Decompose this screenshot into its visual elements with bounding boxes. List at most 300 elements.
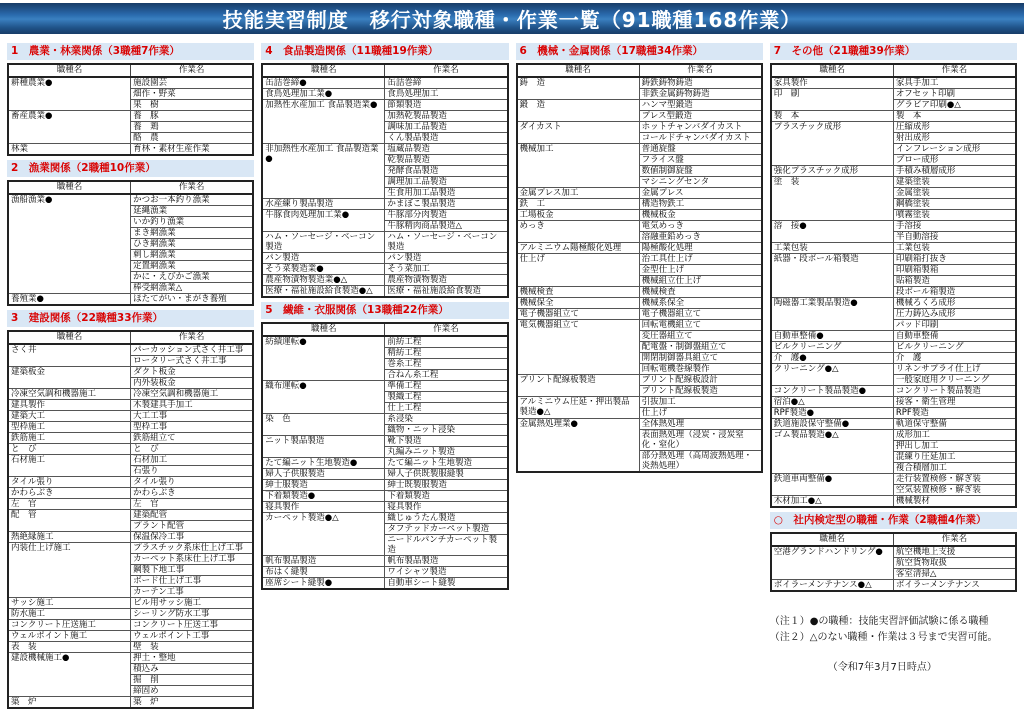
table-row bbox=[517, 397, 762, 408]
table-row bbox=[8, 488, 253, 499]
table-row bbox=[8, 367, 253, 378]
work-cell: 棒受網漁業△ bbox=[131, 283, 254, 294]
work-cell: 糸浸染 bbox=[385, 414, 508, 425]
work-cell: 製織工程 bbox=[385, 392, 508, 403]
occupation-cell: 婦人子供服製造 bbox=[262, 469, 385, 480]
table-row bbox=[771, 408, 1016, 419]
work-cell: 育林・素材生産作業 bbox=[131, 144, 254, 156]
work-cell: 乾製品製造 bbox=[385, 155, 508, 166]
work-cell: 牛豚精肉商品製造△ bbox=[385, 221, 508, 232]
occupation-cell: コンクリート製品製造● bbox=[771, 386, 894, 397]
work-cell: 電子機器組立て bbox=[639, 309, 762, 320]
work-cell: 前紡工程 bbox=[385, 336, 508, 348]
table-row bbox=[517, 221, 762, 232]
work-cell: 寝具製作 bbox=[385, 502, 508, 513]
work-cell: 引抜加工 bbox=[639, 397, 762, 408]
section-heading: 1 農業・林業関係（3職種7作業） bbox=[7, 43, 254, 60]
work-cell: 空気装置検修・解ぎ装 bbox=[893, 485, 1016, 496]
section-heading: 6 機械・金属関係（17職種34作業） bbox=[516, 43, 763, 60]
table-row bbox=[771, 546, 1016, 558]
work-cell: 複合積層加工 bbox=[893, 463, 1016, 474]
work-cell: かに・えびかご漁業 bbox=[131, 272, 254, 283]
table-header-row bbox=[771, 533, 1016, 546]
occupation-cell: 防水施工 bbox=[8, 609, 131, 620]
section-6 bbox=[516, 43, 763, 473]
occupation-cell: 耕種農業● bbox=[8, 77, 131, 111]
occupation-cell: 加熱性水産加工 食品製造業● bbox=[262, 100, 385, 144]
work-cell: 鋼橋塗装 bbox=[893, 199, 1016, 210]
table-row bbox=[262, 210, 507, 221]
occupation-cell: と び bbox=[8, 444, 131, 455]
occupation-cell: 紡績運転● bbox=[262, 336, 385, 381]
work-cell: 手積み積層成形 bbox=[893, 166, 1016, 177]
work-cell: 介 護 bbox=[893, 353, 1016, 364]
occupation-cell: たて編ニット生地製造● bbox=[262, 458, 385, 469]
table-row bbox=[262, 264, 507, 275]
table-row bbox=[262, 275, 507, 286]
occupation-cell: 養殖業● bbox=[8, 294, 131, 306]
work-cell: 接客・衛生管理 bbox=[893, 397, 1016, 408]
work-cell: 築 炉 bbox=[131, 697, 254, 709]
occupation-cell: 建築大工 bbox=[8, 411, 131, 422]
work-cell: 鋼製下地工事 bbox=[131, 565, 254, 576]
table-row bbox=[771, 364, 1016, 375]
occupation-cell: 印 刷 bbox=[771, 89, 894, 111]
work-cell: 準備工程 bbox=[385, 381, 508, 392]
work-cell: 内外装板金 bbox=[131, 378, 254, 389]
notes-block bbox=[770, 614, 1017, 676]
table-row bbox=[262, 336, 507, 348]
table-row bbox=[517, 199, 762, 210]
work-cell: 電気めっき bbox=[639, 221, 762, 232]
work-cell: ニードルパンチカーペット製造 bbox=[385, 535, 508, 556]
table-row bbox=[517, 419, 762, 430]
work-cell: 畑作・野菜 bbox=[131, 89, 254, 100]
table-row bbox=[8, 609, 253, 620]
occupation-column-header: 職種名 bbox=[262, 64, 385, 77]
table-row bbox=[517, 243, 762, 254]
work-cell: まき網漁業 bbox=[131, 228, 254, 239]
section-5 bbox=[261, 302, 508, 590]
work-cell: インフレーション成形 bbox=[893, 144, 1016, 155]
work-cell: ワイシャツ製造 bbox=[385, 567, 508, 578]
work-cell: 押出し加工 bbox=[893, 441, 1016, 452]
work-cell: 機械ろくろ成形 bbox=[893, 298, 1016, 309]
work-cell: 圧力鋳込み成形 bbox=[893, 309, 1016, 320]
occupation-cell: 建設機械施工● bbox=[8, 653, 131, 697]
occupation-cell: 工業包装 bbox=[771, 243, 894, 254]
work-cell: 合ねん糸工程 bbox=[385, 370, 508, 381]
table-row bbox=[262, 513, 507, 524]
work-cell: フライス盤 bbox=[639, 155, 762, 166]
work-cell: 表面熱処理（浸炭・浸炭窒化・窒化） bbox=[639, 430, 762, 451]
occupation-cell: 機械保全 bbox=[517, 298, 640, 309]
occupation-table bbox=[770, 63, 1017, 508]
work-cell: パーカッション式さく井工事 bbox=[131, 344, 254, 356]
occupation-cell: 塗 装 bbox=[771, 177, 894, 221]
section-heading: 4 食品製造関係（11職種19作業） bbox=[261, 43, 508, 60]
work-cell: シーリング防水工事 bbox=[131, 609, 254, 620]
work-cell: 仕上工程 bbox=[385, 403, 508, 414]
work-cell: 織物・ニット浸染 bbox=[385, 425, 508, 436]
work-cell: 調味加工品製造 bbox=[385, 122, 508, 133]
work-cell: 自動車シート縫製 bbox=[385, 578, 508, 590]
table-row bbox=[8, 543, 253, 554]
occupation-cell: ハム・ソーセージ・ベーコン製造 bbox=[262, 232, 385, 253]
occupation-cell: 紙器・段ボール箱製造 bbox=[771, 254, 894, 298]
occupation-column-header: 職種名 bbox=[8, 181, 131, 194]
table-row bbox=[8, 598, 253, 609]
table-row bbox=[8, 499, 253, 510]
work-cell: 家具手加工 bbox=[893, 77, 1016, 89]
work-cell: 金属塗装 bbox=[893, 188, 1016, 199]
work-cell: 射出成形 bbox=[893, 133, 1016, 144]
section-heading: 2 漁業関係（2職種10作業） bbox=[7, 160, 254, 177]
table-row bbox=[517, 144, 762, 155]
table-row bbox=[262, 458, 507, 469]
occupation-cell: 鋳 造 bbox=[517, 77, 640, 100]
work-cell: 非鉄金属鋳物鋳造 bbox=[639, 89, 762, 100]
work-cell: ビル用サッシ施工 bbox=[131, 598, 254, 609]
occupation-cell: 医療・福祉施設給食製造●△ bbox=[262, 286, 385, 298]
table-row bbox=[771, 430, 1016, 441]
occupation-cell: 鉄道車両整備● bbox=[771, 474, 894, 496]
occupation-cell: 帆布製品製造 bbox=[262, 556, 385, 567]
table-row bbox=[8, 433, 253, 444]
work-column-header: 作業名 bbox=[131, 181, 254, 194]
occupation-column-header: 職種名 bbox=[8, 331, 131, 344]
occupation-cell: 鉄筋施工 bbox=[8, 433, 131, 444]
work-cell: 機械検査 bbox=[639, 287, 762, 298]
work-cell: ハンマ型鍛造 bbox=[639, 100, 762, 111]
occupation-cell: 座席シート縫製● bbox=[262, 578, 385, 590]
table-row bbox=[771, 89, 1016, 100]
date-note: （令和7年3月7日時点） bbox=[827, 662, 937, 673]
occupation-cell: プリント配線板製造 bbox=[517, 375, 640, 397]
table-row bbox=[262, 144, 507, 155]
work-cell: コールドチャンバダイカスト bbox=[639, 133, 762, 144]
occupation-cell: 牛豚食肉処理加工業● bbox=[262, 210, 385, 232]
table-row bbox=[262, 89, 507, 100]
table-row bbox=[517, 122, 762, 133]
work-cell: 機械系保全 bbox=[639, 298, 762, 309]
work-cell: 婦人子供既製服縫製 bbox=[385, 469, 508, 480]
table-header-row bbox=[8, 331, 253, 344]
work-cell: かまぼこ製品製造 bbox=[385, 199, 508, 210]
section-7 bbox=[770, 43, 1017, 508]
work-cell: 冷凍空気調和機器施工 bbox=[131, 389, 254, 400]
work-cell: 織じゅうたん製造 bbox=[385, 513, 508, 524]
work-cell: 圧縮成形 bbox=[893, 122, 1016, 133]
occupation-cell: 家具製作 bbox=[771, 77, 894, 89]
table-row bbox=[771, 122, 1016, 133]
work-cell: ひき網漁業 bbox=[131, 239, 254, 250]
work-cell: 軌道保守整備 bbox=[893, 419, 1016, 430]
work-cell: 帆布製品製造 bbox=[385, 556, 508, 567]
work-cell: 段ボール箱製造 bbox=[893, 287, 1016, 298]
work-cell: 航空機地上支援 bbox=[893, 546, 1016, 558]
occupation-cell: かわらぶき bbox=[8, 488, 131, 499]
section-1 bbox=[7, 43, 254, 156]
table-row bbox=[8, 510, 253, 521]
work-column-header: 作業名 bbox=[131, 64, 254, 77]
occupation-table bbox=[7, 63, 254, 156]
work-cell: 手溶接 bbox=[893, 221, 1016, 232]
occupation-cell: 建具製作 bbox=[8, 400, 131, 411]
table-row bbox=[771, 386, 1016, 397]
occupation-cell: 食鳥処理加工業● bbox=[262, 89, 385, 100]
work-cell: 混練り圧延加工 bbox=[893, 452, 1016, 463]
work-cell: 型枠工事 bbox=[131, 422, 254, 433]
work-column-header: 作業名 bbox=[131, 331, 254, 344]
occupation-cell: さく井 bbox=[8, 344, 131, 367]
work-cell: 精紡工程 bbox=[385, 348, 508, 359]
work-cell: 鉄筋組立て bbox=[131, 433, 254, 444]
column-3 bbox=[516, 39, 763, 475]
occupation-cell: タイル張り bbox=[8, 477, 131, 488]
table-row bbox=[771, 353, 1016, 364]
work-cell: 航空貨物取扱 bbox=[893, 558, 1016, 569]
table-row bbox=[771, 342, 1016, 353]
work-cell: コンクリート圧送工事 bbox=[131, 620, 254, 631]
work-cell: 自動車整備 bbox=[893, 331, 1016, 342]
work-cell: 積込み bbox=[131, 664, 254, 675]
occupation-column-header: 職種名 bbox=[771, 64, 894, 77]
work-cell: マシニングセンタ bbox=[639, 177, 762, 188]
table-row bbox=[262, 491, 507, 502]
work-cell: 左 官 bbox=[131, 499, 254, 510]
table-header-row bbox=[8, 64, 253, 77]
occupation-cell: 寝具製作 bbox=[262, 502, 385, 513]
occupation-cell: 缶詰巻締● bbox=[262, 77, 385, 89]
work-cell: パン製造 bbox=[385, 253, 508, 264]
work-cell: 配電盤・制御盤組立て bbox=[639, 342, 762, 353]
work-cell: プラスチック系床仕上げ工事 bbox=[131, 543, 254, 554]
work-cell: 製 本 bbox=[893, 111, 1016, 122]
table-row bbox=[8, 344, 253, 356]
note-2: （注２）△のない職種・作業は３号まで実習可能。 bbox=[769, 632, 998, 643]
work-cell: 鋳鉄鋳物鋳造 bbox=[639, 77, 762, 89]
work-cell: 養 豚 bbox=[131, 111, 254, 122]
work-cell: 溶融亜鉛めっき bbox=[639, 232, 762, 243]
work-cell: 数値制御旋盤 bbox=[639, 166, 762, 177]
table-row bbox=[8, 411, 253, 422]
table-row bbox=[771, 474, 1016, 485]
work-cell: 部分熱処理（高周波熱処理・炎熱処理） bbox=[639, 451, 762, 473]
table-row bbox=[8, 477, 253, 488]
work-cell: 缶詰巻締 bbox=[385, 77, 508, 89]
table-header-row bbox=[8, 181, 253, 194]
work-cell: 塩蔵品製造 bbox=[385, 144, 508, 155]
work-cell: いか釣り漁業 bbox=[131, 217, 254, 228]
occupation-cell: 強化プラスチック成形 bbox=[771, 166, 894, 177]
work-cell: 一般家庭用クリーニング bbox=[893, 375, 1016, 386]
occupation-cell: アルミニウム圧延・押出製品製造●△ bbox=[517, 397, 640, 419]
table-row bbox=[771, 177, 1016, 188]
table-row bbox=[771, 254, 1016, 265]
table-row bbox=[262, 77, 507, 89]
section-2 bbox=[7, 160, 254, 306]
work-column-header: 作業名 bbox=[385, 64, 508, 77]
work-cell: 治工具仕上げ bbox=[639, 254, 762, 265]
work-cell: 定置網漁業 bbox=[131, 261, 254, 272]
occupation-cell: 機械検査 bbox=[517, 287, 640, 298]
work-cell: 発酵食品製造 bbox=[385, 166, 508, 177]
section-○ bbox=[770, 512, 1017, 592]
work-cell: 施設園芸 bbox=[131, 77, 254, 89]
work-cell: 巻糸工程 bbox=[385, 359, 508, 370]
column-2 bbox=[261, 39, 508, 592]
occupation-cell: 冷凍空気調和機器施工 bbox=[8, 389, 131, 400]
occupation-cell: 仕上げ bbox=[517, 254, 640, 287]
occupation-cell: ゴム製品製造●△ bbox=[771, 430, 894, 474]
occupation-table bbox=[7, 180, 254, 306]
work-cell: 機械製材 bbox=[893, 496, 1016, 508]
work-cell: カーテン工事 bbox=[131, 587, 254, 598]
work-cell: プリント配線板設計 bbox=[639, 375, 762, 386]
work-cell: 保温保冷工事 bbox=[131, 532, 254, 543]
table-row bbox=[517, 77, 762, 89]
work-cell: 建築配管 bbox=[131, 510, 254, 521]
table-row bbox=[8, 444, 253, 455]
work-cell: 果 樹 bbox=[131, 100, 254, 111]
work-cell: 貼箱製造 bbox=[893, 276, 1016, 287]
work-cell: ダクト板金 bbox=[131, 367, 254, 378]
work-cell: 石材加工 bbox=[131, 455, 254, 466]
table-row bbox=[517, 287, 762, 298]
title-bar bbox=[0, 3, 1024, 34]
occupation-cell: 内装仕上げ施工 bbox=[8, 543, 131, 598]
work-cell: たて編ニット生地製造 bbox=[385, 458, 508, 469]
occupation-cell: ダイカスト bbox=[517, 122, 640, 144]
table-row bbox=[262, 556, 507, 567]
work-cell: 押土・整地 bbox=[131, 653, 254, 664]
table-row bbox=[517, 100, 762, 111]
occupation-cell: 染 色 bbox=[262, 414, 385, 436]
occupation-cell: 畜産農業● bbox=[8, 111, 131, 144]
work-cell: ホットチャンバダイカスト bbox=[639, 122, 762, 133]
table-row bbox=[8, 111, 253, 122]
occupation-cell: ビルクリーニング bbox=[771, 342, 894, 353]
occupation-column-header: 職種名 bbox=[262, 323, 385, 336]
work-cell: カーペット系床仕上げ工事 bbox=[131, 554, 254, 565]
occupation-cell: 工場板金 bbox=[517, 210, 640, 221]
table-row bbox=[8, 400, 253, 411]
work-cell: 酪 農 bbox=[131, 133, 254, 144]
occupation-table bbox=[770, 532, 1017, 592]
work-cell: 医療・福祉施設給食製造 bbox=[385, 286, 508, 298]
occupation-cell: サッシ施工 bbox=[8, 598, 131, 609]
table-row bbox=[8, 294, 253, 306]
table-row bbox=[8, 194, 253, 206]
work-cell: 調理加工品製造 bbox=[385, 177, 508, 188]
table-row bbox=[8, 77, 253, 89]
occupation-cell: 下着類製造● bbox=[262, 491, 385, 502]
work-cell: 農産物漬物製造 bbox=[385, 275, 508, 286]
work-cell: 養 鶏 bbox=[131, 122, 254, 133]
work-cell: 半自動溶接 bbox=[893, 232, 1016, 243]
work-cell: 締固め bbox=[131, 686, 254, 697]
occupation-cell: 金属熱処理業● bbox=[517, 419, 640, 473]
table-row bbox=[8, 532, 253, 543]
occupation-cell: 木材加工●△ bbox=[771, 496, 894, 508]
page-title: 技能実習制度 移行対象職種・作業一覧（91職種168作業） bbox=[222, 8, 802, 32]
section-4 bbox=[261, 43, 508, 298]
work-cell: プレス型鍛造 bbox=[639, 111, 762, 122]
work-cell: と び bbox=[131, 444, 254, 455]
note-1: （注１）●の職種：技能実習評価試験に係る職種 bbox=[769, 616, 989, 627]
work-cell: ロータリー式さく井工事 bbox=[131, 356, 254, 367]
work-cell: 丸編みニット製造 bbox=[385, 447, 508, 458]
work-cell: 金属プレス bbox=[639, 188, 762, 199]
table-row bbox=[262, 414, 507, 425]
work-cell: 建築塗装 bbox=[893, 177, 1016, 188]
table-row bbox=[771, 221, 1016, 232]
work-cell: 機械組立仕上げ bbox=[639, 276, 762, 287]
table-row bbox=[262, 502, 507, 513]
occupation-cell: 型枠施工 bbox=[8, 422, 131, 433]
occupation-cell: カーペット製造●△ bbox=[262, 513, 385, 556]
work-cell: そう菜加工 bbox=[385, 264, 508, 275]
work-cell: 変圧器組立て bbox=[639, 331, 762, 342]
occupation-column-header: 職種名 bbox=[8, 64, 131, 77]
column-1 bbox=[7, 39, 254, 711]
section-heading: 3 建設関係（22職種33作業） bbox=[7, 310, 254, 327]
work-cell: ボイラーメンテナンス bbox=[893, 580, 1016, 592]
occupation-cell: クリーニング●△ bbox=[771, 364, 894, 386]
table-row bbox=[517, 254, 762, 265]
occupation-cell: 非加熱性水産加工 食品製造業● bbox=[262, 144, 385, 199]
occupation-cell: 宿泊●△ bbox=[771, 397, 894, 408]
table-row bbox=[262, 480, 507, 491]
table-row bbox=[8, 631, 253, 642]
column-4 bbox=[770, 39, 1017, 676]
work-cell: 走行装置検修・解ぎ装 bbox=[893, 474, 1016, 485]
occupation-cell: ニット製品製造 bbox=[262, 436, 385, 458]
occupation-cell: 水産練り製品製造 bbox=[262, 199, 385, 210]
work-cell: 掘 削 bbox=[131, 675, 254, 686]
occupation-cell: 金属プレス加工 bbox=[517, 188, 640, 199]
table-row bbox=[8, 697, 253, 709]
work-cell: ほたてがい・まがき養殖 bbox=[131, 294, 254, 306]
occupation-cell: 鉄道施設保守整備● bbox=[771, 419, 894, 430]
table-row bbox=[771, 397, 1016, 408]
table-header-row bbox=[262, 64, 507, 77]
table-header-row bbox=[517, 64, 762, 77]
work-cell: 石張り bbox=[131, 466, 254, 477]
table-header-row bbox=[262, 323, 507, 336]
work-cell: 開閉制御器具組立て bbox=[639, 353, 762, 364]
table-row bbox=[262, 381, 507, 392]
occupation-cell: プラスチック成形 bbox=[771, 122, 894, 166]
work-cell: ボード仕上げ工事 bbox=[131, 576, 254, 587]
occupation-cell: 配 管 bbox=[8, 510, 131, 532]
occupation-cell: そう菜製造業● bbox=[262, 264, 385, 275]
table-row bbox=[262, 578, 507, 590]
section-3 bbox=[7, 310, 254, 709]
table-row bbox=[517, 188, 762, 199]
work-cell: コンクリート製品製造 bbox=[893, 386, 1016, 397]
occupation-cell: めっき bbox=[517, 221, 640, 243]
table-row bbox=[771, 419, 1016, 430]
occupation-cell: 林業 bbox=[8, 144, 131, 156]
table-row bbox=[771, 331, 1016, 342]
table-row bbox=[517, 375, 762, 386]
work-cell: 全体熱処理 bbox=[639, 419, 762, 430]
work-cell: 牛豚部分肉製造 bbox=[385, 210, 508, 221]
work-cell: 木製建具手加工 bbox=[131, 400, 254, 411]
work-cell: グラビア印刷●△ bbox=[893, 100, 1016, 111]
